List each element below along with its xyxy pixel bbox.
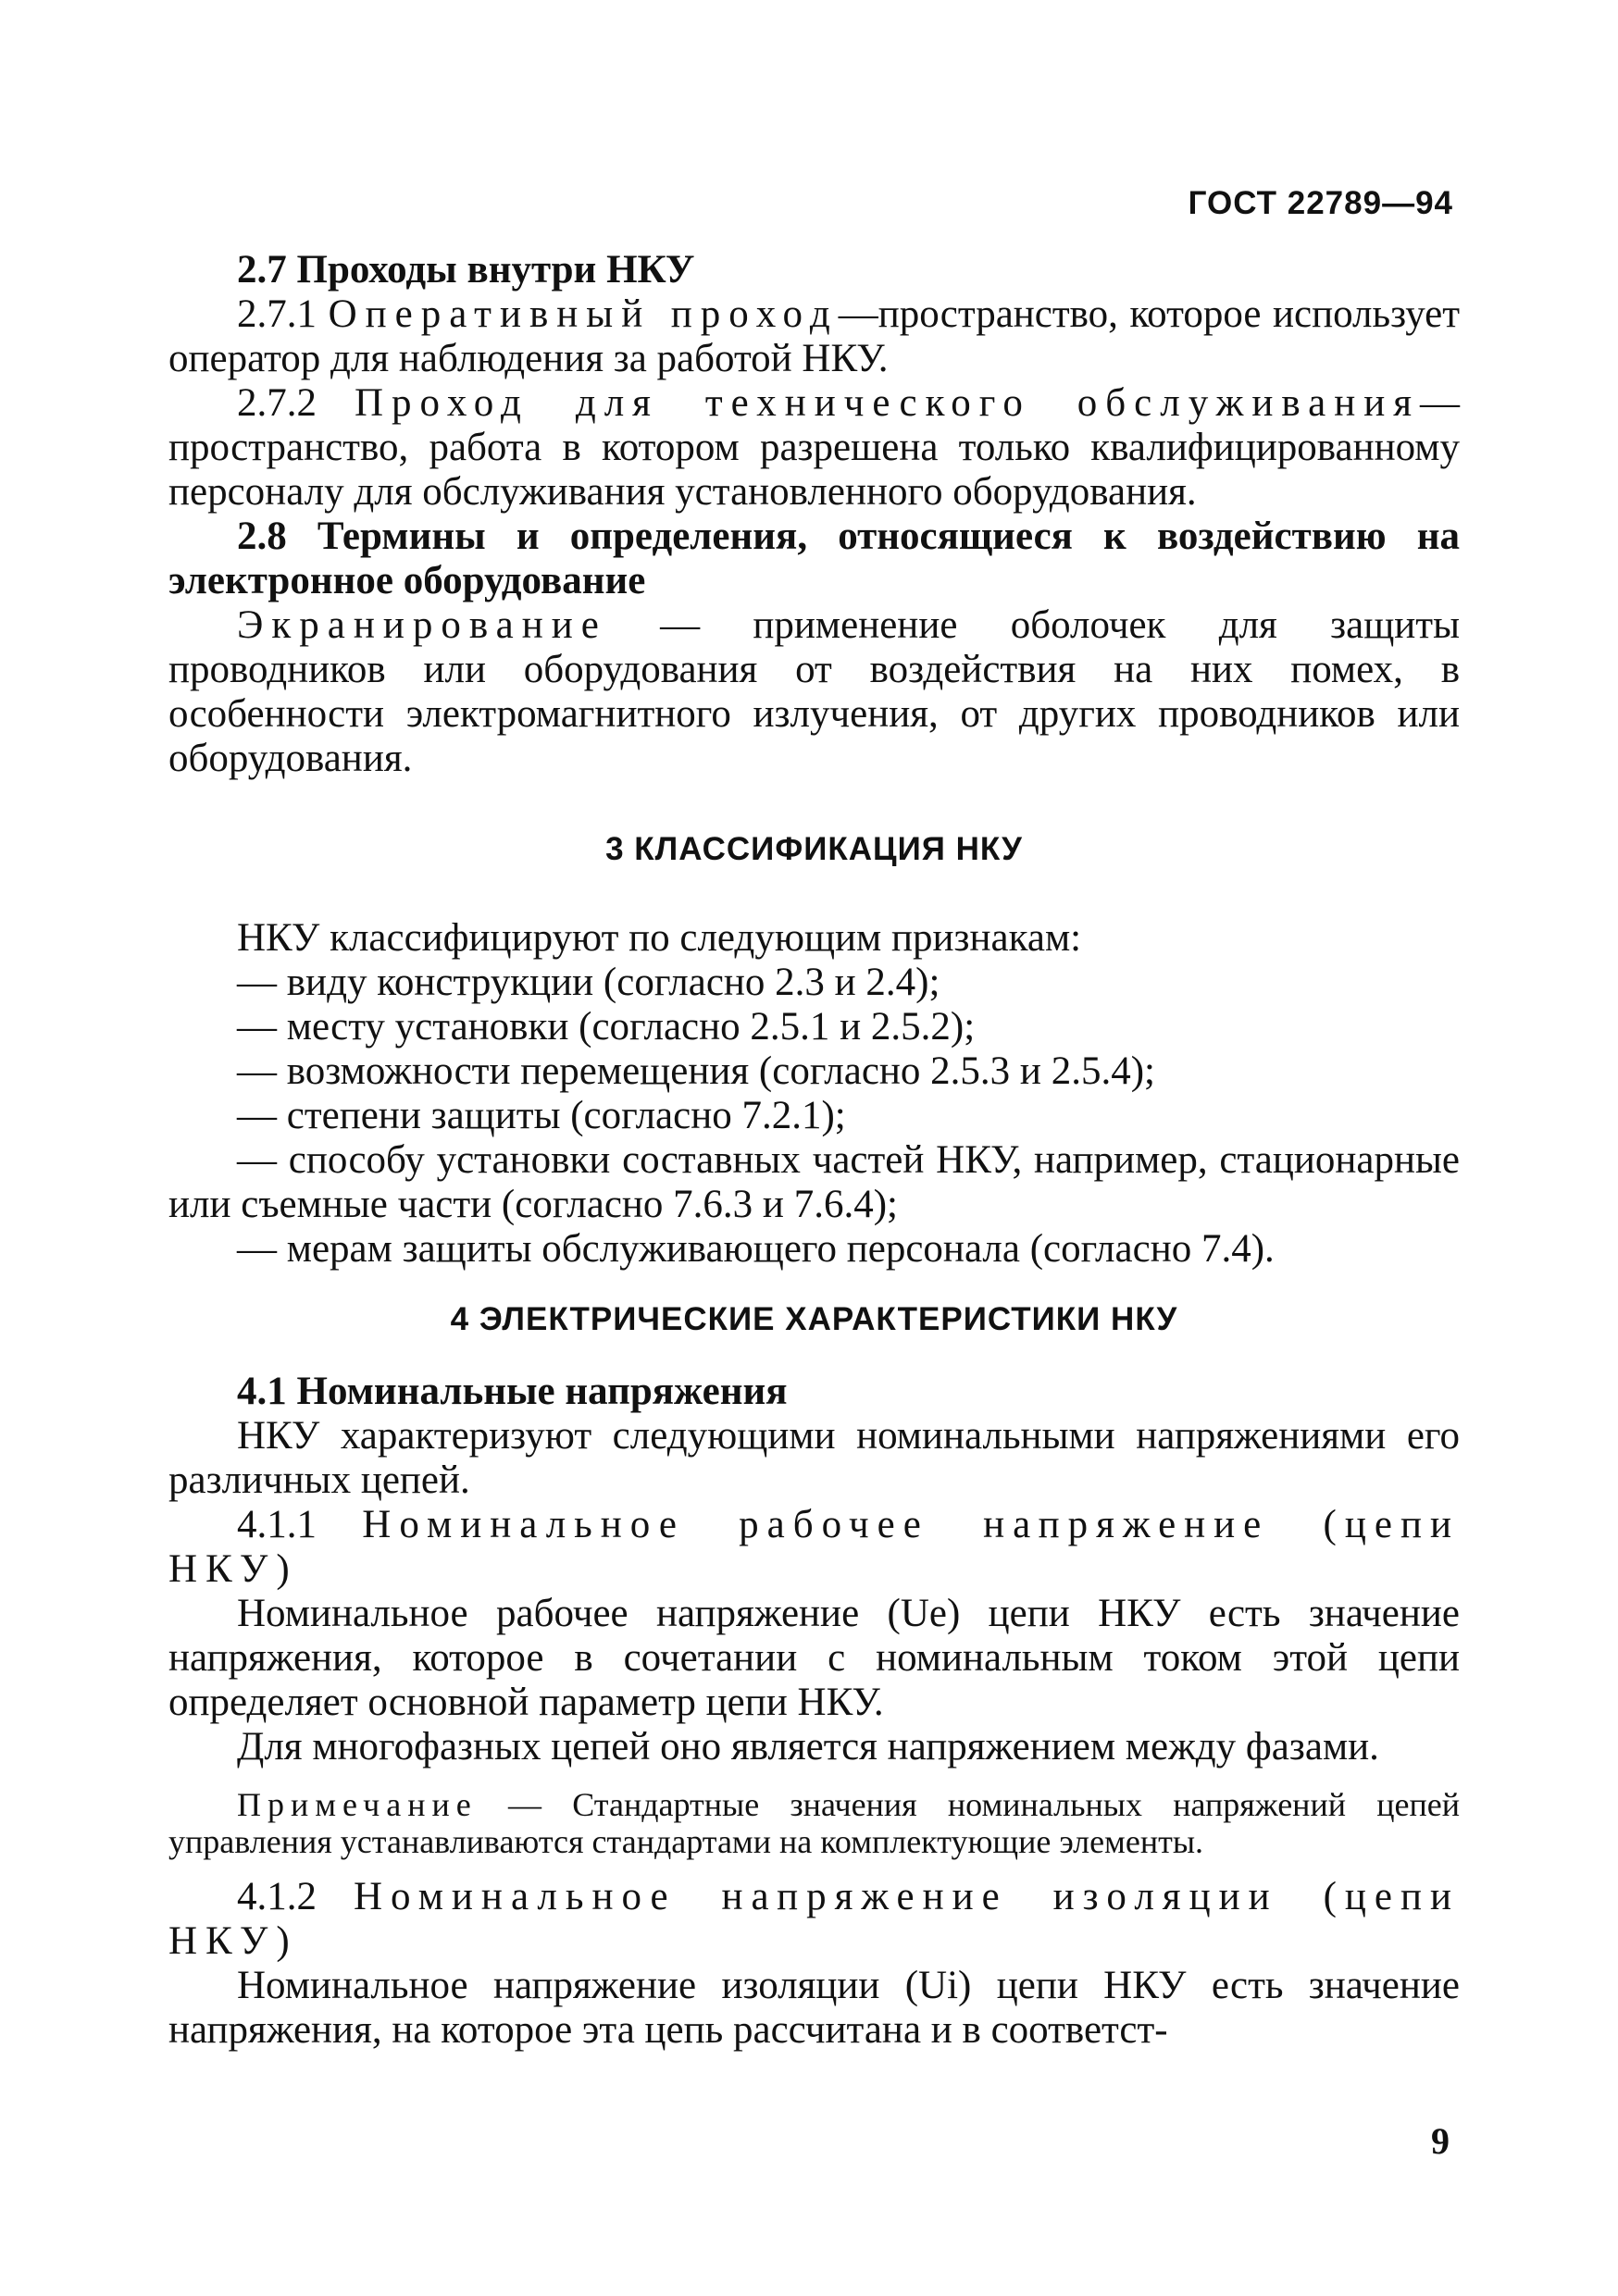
heading-4-1-1: 4.1.1 Номинальное рабочее напряжение (цепи НКУ) [168, 1503, 1460, 1591]
paragraph-4-1-1-b: Для многофазных цепей оно является напряжением между фазами. [237, 1725, 1379, 1769]
term-maintenance-pass: Проход для технического обслуживания [354, 381, 1420, 425]
paragraph-4-1: НКУ характеризуют следующими номинальными напряжениями его различных цепей. [168, 1414, 1460, 1502]
classification-item: — месту установки (согласно 2.5.1 и 2.5.2); [237, 1005, 976, 1049]
classification-item: — степени защиты (согласно 7.2.1); [237, 1094, 846, 1137]
page-number: 9 [1431, 2120, 1450, 2162]
classification-item: — способу установки составных частей НКУ, например, стационарные или съемные части (согласно 7.6.3 и 7.6.4); [168, 1138, 1460, 1226]
paragraph-4-1-2: Номинальное напряжение изоляции (Ui) цепи НКУ есть значение напряжения, на которое эта цепь рассчитана и в соответст- [168, 1964, 1460, 2052]
heading-4-1: 4.1 Номинальные напряжения [237, 1370, 788, 1413]
classification-item: — мерам защиты обслуживающего персонала (согласно 7.4). [237, 1227, 1275, 1271]
classification-item: — виду конструкции (согласно 2.3 и 2.4); [237, 961, 940, 1004]
term-operative-pass: Оперативный проход [328, 292, 839, 336]
heading-2-8: 2.8 Термины и определения, относящиеся к воздействию на электронное оборудование [168, 515, 1460, 602]
term-screening: Экранирование [237, 603, 607, 647]
classification-intro: НКУ классифицируют по следующим признакам: [237, 916, 1082, 960]
note: Примечание — Стандартные значения номинальных напряжений цепей управления устанавливаются стандартами на комплектующие элементы. [168, 1786, 1460, 1860]
paragraph-2-7-2: 2.7.2 Проход для технического обслуживания—пространство, работа в котором разрешена только квалифицированному персоналу для обслуживания установленного оборудования. [168, 381, 1460, 514]
document-body [168, 248, 1460, 2053]
heading-4-1-2: 4.1.2 Номинальное напряжение изоляции (цепи НКУ) [168, 1875, 1461, 1963]
paragraph-2-7-1: 2.7.1 Оперативный проход—пространство, которое использует оператор для наблюдения за работой НКУ. [168, 292, 1461, 380]
classification-item: — возможности перемещения (согласно 2.5.3 и 2.5.4); [237, 1049, 1155, 1093]
section-4-title: 4 ЭЛЕКТРИЧЕСКИЕ ХАРАКТЕРИСТИКИ НКУ [450, 1301, 1178, 1337]
note-label: Примечание [237, 1786, 478, 1823]
heading-2-7: 2.7 Проходы внутри НКУ [237, 248, 695, 292]
paragraph-screening: Экранирование — применение оболочек для защиты проводников или оборудования от воздействия на них помех, в особенности электромагнитного излучения, от других проводников или оборудования. [168, 603, 1460, 780]
document-code-header: ГОСТ 22789—94 [1188, 185, 1453, 221]
paragraph-4-1-1-a: Номинальное рабочее напряжение (Ue) цепи НКУ есть значение напряжения, которое в сочетании с номинальным током этой цепи определяет основной параметр цепи НКУ. [168, 1592, 1460, 1724]
section-3-title: 3 КЛАССИФИКАЦИЯ НКУ [605, 831, 1023, 867]
